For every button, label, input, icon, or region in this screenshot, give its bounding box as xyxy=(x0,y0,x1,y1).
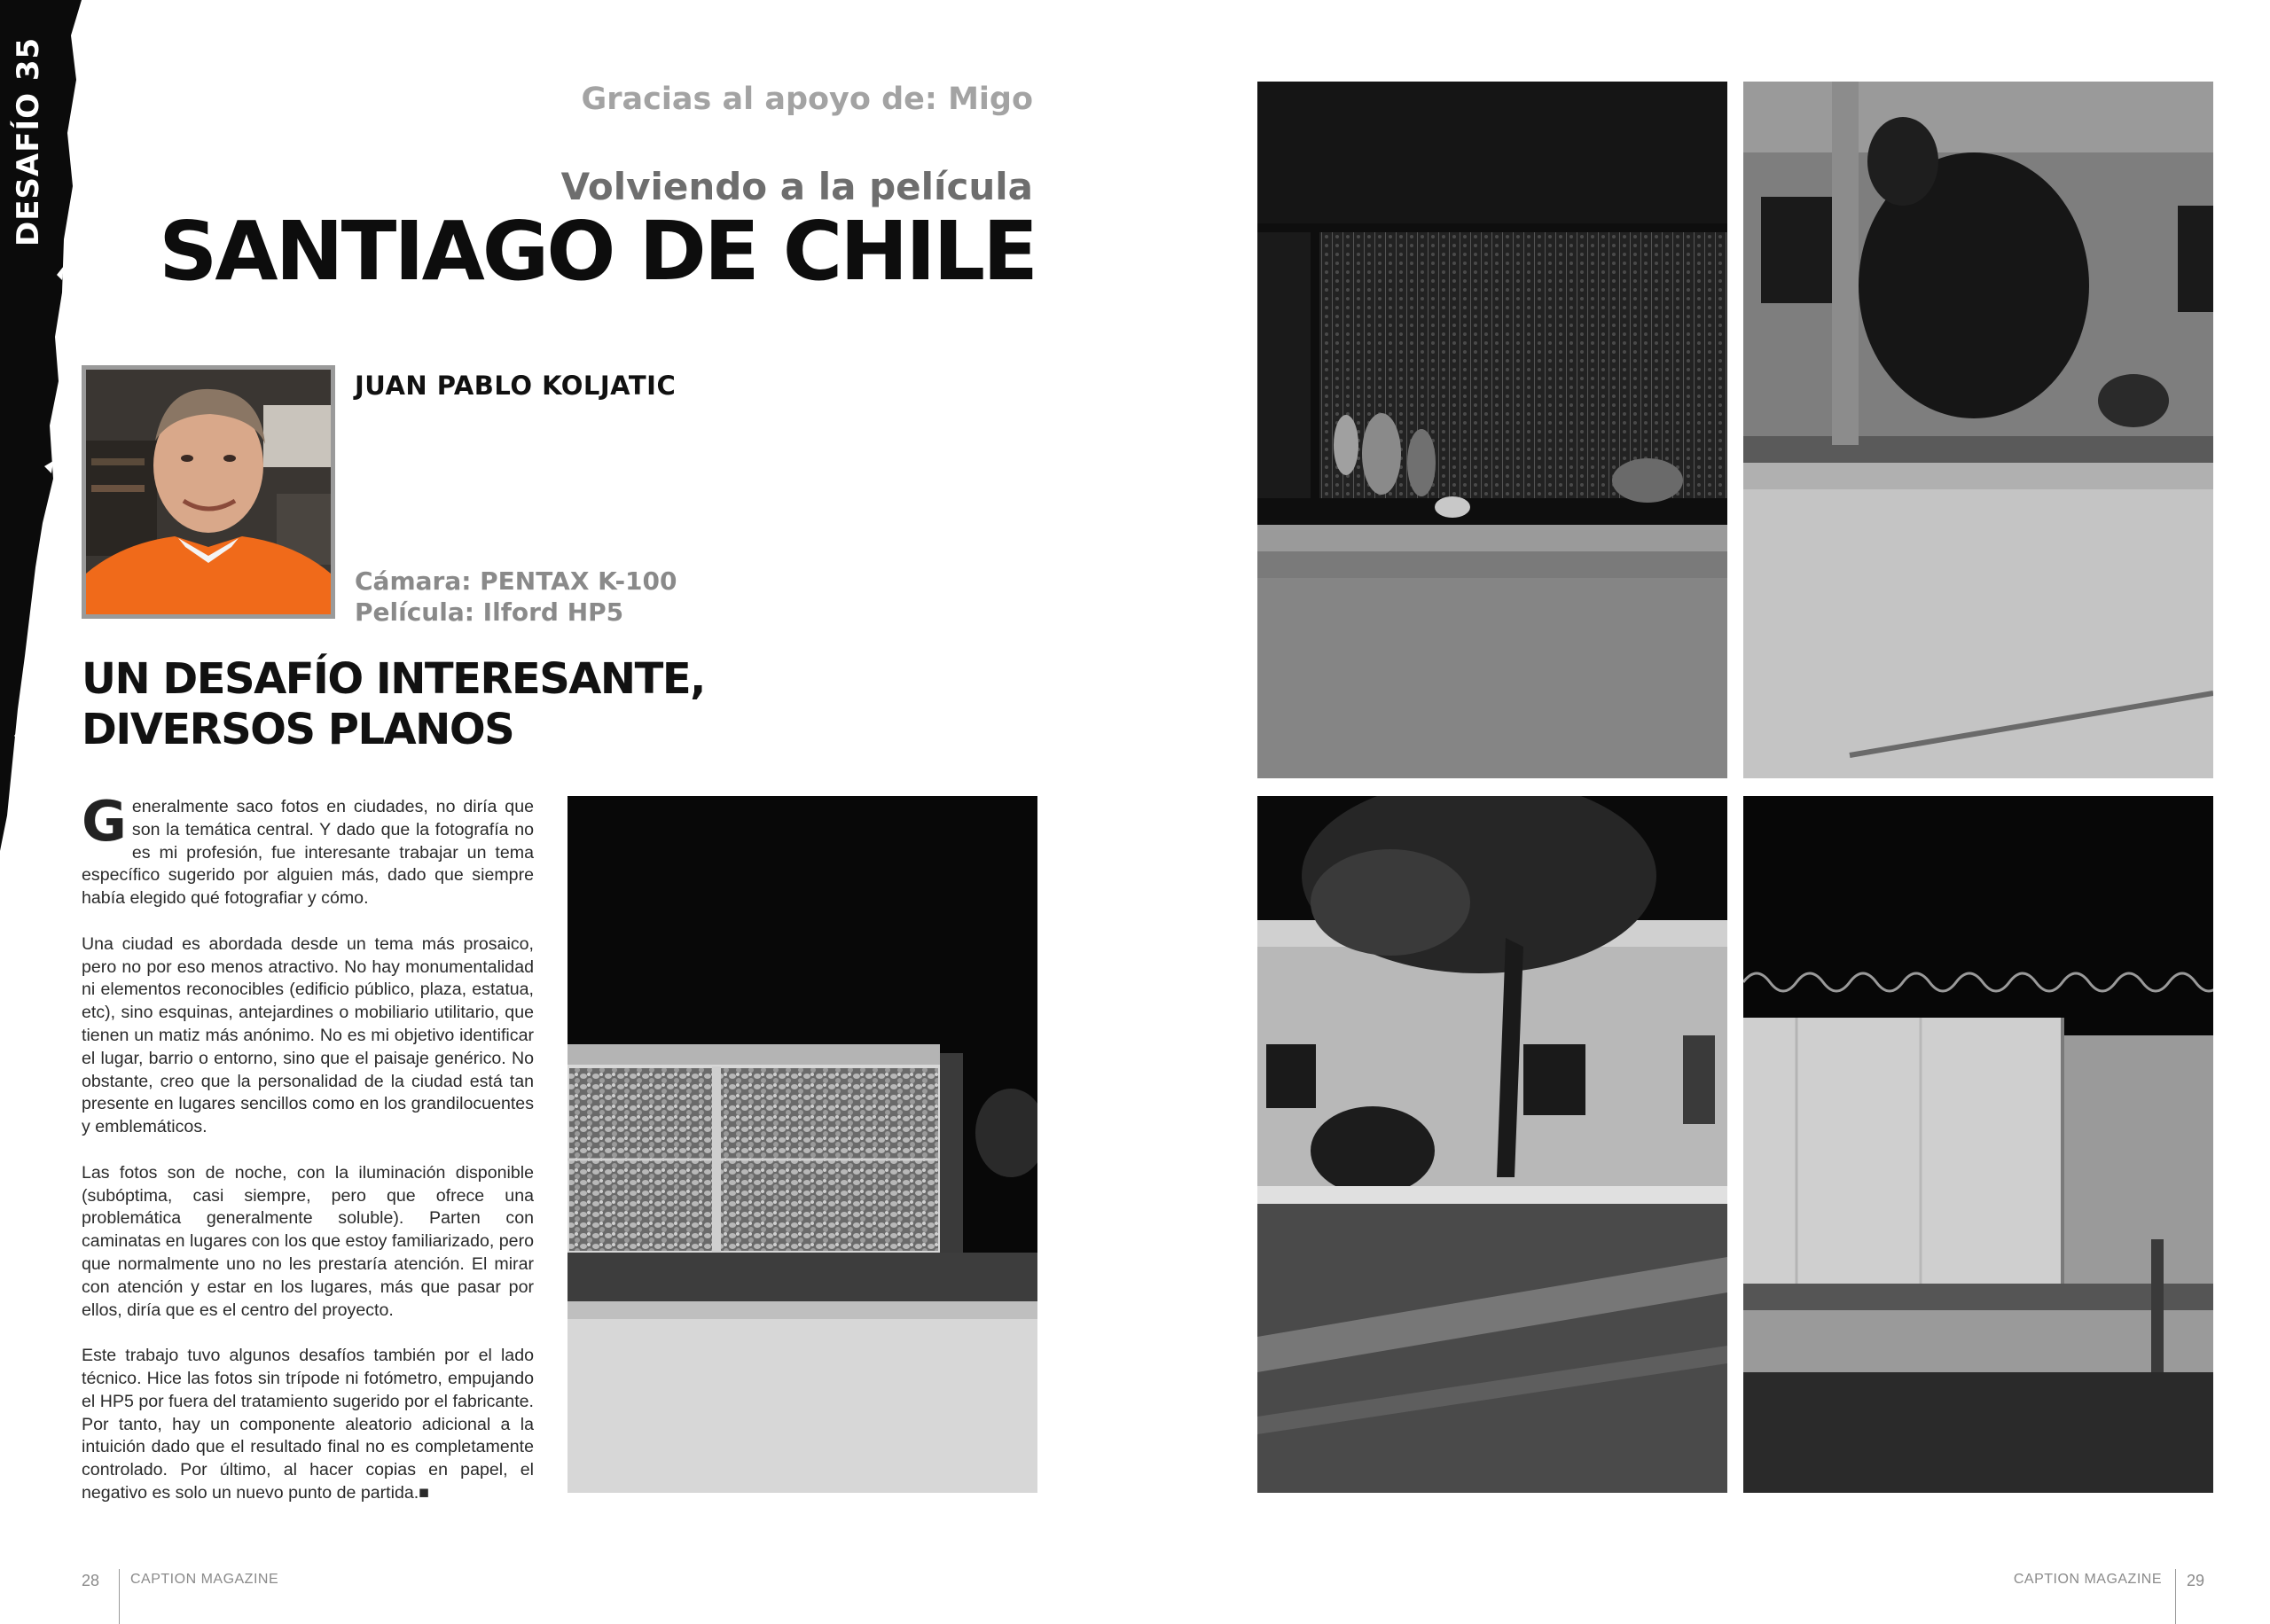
photo-garden-fence xyxy=(1257,82,1727,778)
footer-divider-left xyxy=(119,1569,120,1624)
page-number-right: 29 xyxy=(2187,1572,2205,1589)
article-kicker: Volviendo a la película xyxy=(560,165,1033,208)
end-mark: ■ xyxy=(419,1482,430,1503)
paragraph-2: Una ciudad es abordada desde un tema más prosaico, pero no por eso menos atractivo. No hay monumentalidad ni elementos reconocibles (edificio público, plaza, estatua, etc), sino esquinas, antejardines o mobiliario utilitario, que tienen un matiz más anónimo. No es mi objetivo identificar el lugar, barrio o entorno, sino que el paisaje genérico. No obstante, creo que la personalidad de la ciudad está tan presente en lugares sencillos como en los grandilocuentes y emblemáticos. xyxy=(82,933,534,1137)
section-heading-line-2: DIVERSOS PLANOS xyxy=(82,705,514,754)
support-credit: Gracias al apoyo de: Migo xyxy=(581,82,1033,117)
paragraph-4-text: Este trabajo tuvo algunos desafíos también por el lado técnico. Hice las fotos sin trípode ni fotómetro, empujando el HP5 por fuera del tratamiento sugerido por el fabricante. Por tanto, hay un componente aleatorio adicional a la intuición dado que el resultado final no es completamente controlado. Por último, al hacer copias en papel, el negativo es solo un nuevo punto de partida. xyxy=(82,1346,534,1503)
paragraph-1 xyxy=(82,789,534,910)
page-number-left: 28 xyxy=(82,1572,100,1589)
magazine-name-right: CAPTION MAGAZINE xyxy=(2013,1572,2162,1587)
paragraph-1-text: eneralmente saco fotos en ciudades, no diría que son la temática central. Y dado que la fotografía no es mi profesión, fue interesante trabajar un tema específico sugerido por alguien más, dado que siempre había elegido qué fotografiar y cómo. xyxy=(82,797,534,909)
footer-divider-right xyxy=(2175,1569,2176,1624)
side-tab-label: DESAFÍO 35 xyxy=(11,36,46,246)
film-spec: Película: Ilford HP5 xyxy=(355,597,624,627)
paragraph-4 xyxy=(82,1345,534,1505)
photo-corner-tree xyxy=(1743,82,2213,778)
magazine-name-left: CAPTION MAGAZINE xyxy=(130,1572,279,1587)
article-body xyxy=(82,789,534,1528)
article-title: SANTIAGO DE CHILE xyxy=(159,204,1036,299)
author-portrait xyxy=(82,365,335,619)
photo-gabion-wall xyxy=(568,796,1037,1493)
section-heading-line-1: UN DESAFÍO INTERESANTE, xyxy=(82,654,705,704)
photo-barbed-wall xyxy=(1743,796,2213,1493)
equipment-specs xyxy=(355,566,677,628)
author-name: JUAN PABLO KOLJATIC xyxy=(355,371,677,401)
paragraph-3: Las fotos son de noche, con la iluminación disponible (subóptima, casi siempre, pero que ofrece una problemática generalmente soluble). Parten con caminatas en lugares con los que estoy familiarizado, pero que normalmente uno no les prestaría atención. El mirar con atención y estar en los lugares, más que pasar por ellos, diría que es el centro del proyecto. xyxy=(82,1162,534,1320)
section-heading xyxy=(82,654,705,755)
photo-leaning-tree xyxy=(1257,796,1727,1493)
drop-cap: G xyxy=(82,789,127,854)
camera-spec: Cámara: PENTAX K-100 xyxy=(355,566,677,596)
